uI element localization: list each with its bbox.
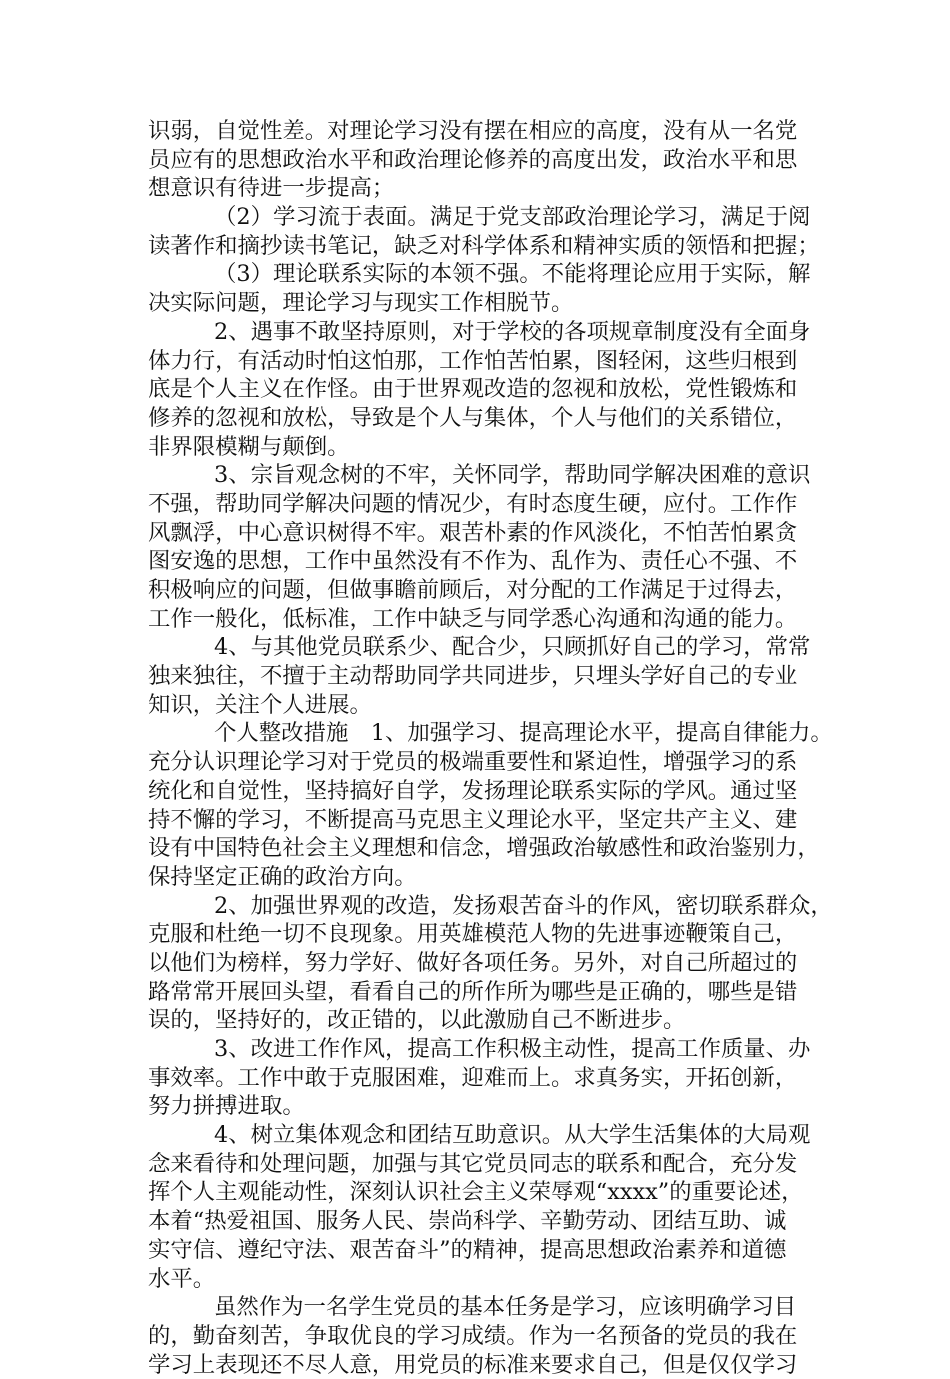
text-line: 虽然作为一名学生党员的基本任务是学习，应该明确学习目	[214, 1294, 797, 1321]
text-line: 3、改进工作作风，提高工作积极主动性，提高工作质量、办	[214, 1036, 811, 1062]
text-line: 工作一般化，低标准，工作中缺乏与同学悉心沟通和沟通的能力。	[148, 605, 798, 632]
text-line: 风飘浮，中心意识树得不牢。艰苦朴素的作风淡化，不怕苦怕累贪	[148, 519, 798, 546]
text-line: 本着“热爱祖国、服务人民、崇尚科学、辛勤劳动、团结互助、诚	[148, 1208, 787, 1235]
text-line: 保持坚定正确的政治方向。	[148, 863, 417, 890]
text-line: 不强，帮助同学解决问题的情况少，有时态度生硬，应付。工作作	[148, 490, 798, 517]
text-line: 挥个人主观能动性，深刻认识社会主义荣辱观“xxxx”的重要论述，	[148, 1179, 804, 1206]
text-line: 学习上表现还不尽人意，用党员的标准来要求自己，但是仅仅学习	[148, 1351, 798, 1378]
text-line: 克服和杜绝一切不良现象。用英雄模范人物的先进事迹鞭策自己，	[148, 921, 798, 948]
text-line: 设有中国特色社会主义理想和信念，增强政治敏感性和政治鉴别力，	[148, 835, 820, 862]
text-line: 念来看待和处理问题，加强与其它党员同志的联系和配合，充分发	[148, 1150, 798, 1177]
text-line: 想意识有待进一步提高；	[148, 175, 395, 202]
text-line: 独来独往，不擅于主动帮助同学共同进步，只埋头学好自己的专业	[148, 663, 798, 690]
text-line: 水平。	[148, 1265, 216, 1292]
text-line: 2、加强世界观的改造，发扬艰苦奋斗的作风，密切联系群众，	[214, 892, 833, 919]
text-line: 4、与其他党员联系少、配合少，只顾抓好自己的学习，常常	[214, 634, 811, 661]
text-line: 以他们为榜样，努力学好、做好各项任务。另外，对自己所超过的	[148, 949, 798, 976]
text-line: 事效率。工作中敢于克服困难，迎难而上。求真务实，开拓创新，	[148, 1064, 798, 1091]
text-line: 努力拼搏进取。	[148, 1093, 305, 1120]
text-line: 决实际问题，理论学习与现实工作相脱节。	[148, 290, 574, 317]
text-line: 图安逸的思想，工作中虽然没有不作为、乱作为、责任心不强、不	[148, 548, 798, 575]
text-line: 修养的忽视和放松，导致是个人与集体，个人与他们的关系错位，	[148, 404, 798, 431]
text-line: 知识，关注个人进展。	[148, 691, 372, 718]
text-line: 读著作和摘抄读书笔记，缺乏对科学体系和精神实质的领悟和把握；	[148, 232, 820, 259]
text-line: 误的，坚持好的，改正错的，以此激励自己不断进步。	[148, 1007, 686, 1034]
text-line: 4、树立集体观念和团结互助意识。从大学生活集体的大局观	[214, 1122, 811, 1149]
text-line: 路常常开展回头望，看看自己的所作所为哪些是正确的，哪些是错	[148, 978, 798, 1005]
text-line: 非界限模糊与颠倒。	[148, 433, 350, 460]
text-line: 3、宗旨观念树的不牢，关怀同学，帮助同学解决困难的意识	[214, 462, 811, 489]
text-line: （2）学习流于表面。满足于党支部政治理论学习，满足于阅	[214, 204, 811, 231]
text-line: 的，勤奋刻苦，争取优良的学习成绩。作为一名预备的党员的我在	[148, 1322, 798, 1349]
text-line: 充分认识理论学习对于党员的极端重要性和紧迫性，增强学习的系	[148, 749, 798, 776]
text-line: 员应有的思想政治水平和政治理论修养的高度出发，政治水平和思	[148, 146, 798, 173]
text-line: 积极响应的问题，但做事瞻前顾后，对分配的工作满足于过得去，	[148, 577, 798, 603]
document-page	[148, 117, 833, 1379]
text-line: 个人整改措施 1、加强学习、提高理论水平，提高自律能力。	[214, 720, 833, 747]
text-line: 识弱，自觉性差。对理论学习没有摆在相应的高度，没有从一名党	[148, 118, 798, 144]
text-line: 底是个人主义在作怪。由于世界观改造的忽视和放松，党性锻炼和	[148, 376, 798, 403]
text-line: 实守信、遵纪守法、艰苦奋斗”的精神，提高思想政治素养和道德	[148, 1236, 787, 1263]
text-line: 体力行，有活动时怕这怕那，工作怕苦怕累，图轻闲，这些归根到	[148, 347, 798, 374]
text-line: 2、遇事不敢坚持原则，对于学校的各项规章制度没有全面身	[214, 318, 811, 345]
text-line: 统化和自觉性，坚持搞好自学，发扬理论联系实际的学风。通过坚	[148, 777, 798, 804]
text-line: （3）理论联系实际的本领不强。不能将理论应用于实际，解	[214, 261, 811, 288]
text-line: 持不懈的学习，不断提高马克思主义理论水平，坚定共产主义、建	[148, 806, 798, 833]
